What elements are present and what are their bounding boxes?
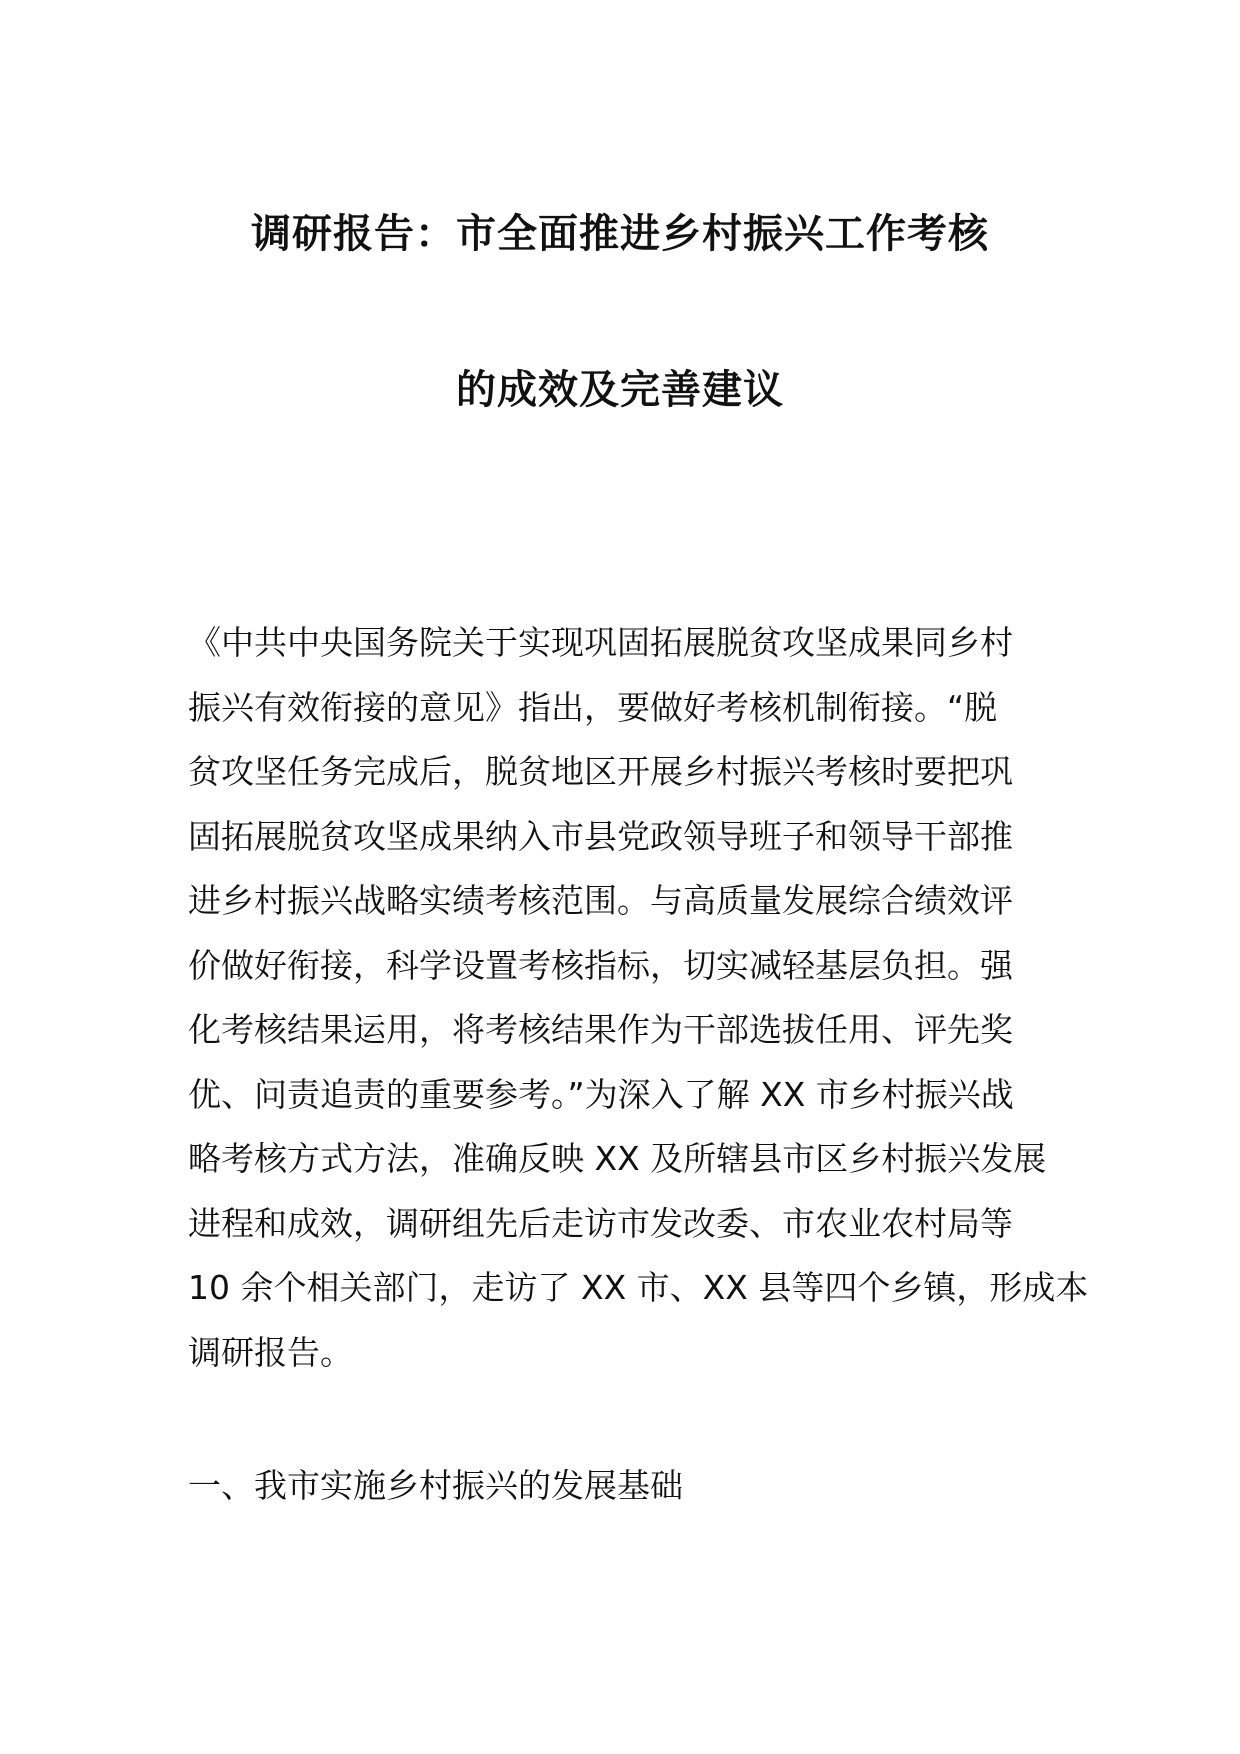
intro-line: 《中共中央国务院关于实现巩固拓展脱贫攻坚成果同乡村 — [188, 623, 1013, 662]
intro-line: 固拓展脱贫攻坚成果纳入市县党政领导班子和领导干部推 — [188, 816, 1013, 856]
intro-line: 价做好衔接，科学设置考核指标，切实减轻基层负担。强 — [188, 945, 1013, 985]
document-title-line-1: 调研报告：市全面推进乡村振兴工作考核 — [251, 211, 989, 257]
intro-line: 略考核方式方法，准确反映 XX 及所辖县市区乡村振兴发展 — [188, 1139, 1047, 1178]
intro-line: 优、问责追责的重要参考。”为深入了解 XX 市乡村振兴战 — [188, 1074, 1014, 1114]
intro-line: 调研报告。 — [188, 1332, 353, 1372]
intro-line: 10 余个相关部门，走访了 XX 市、XX 县等四个乡镇，形成本 — [188, 1268, 1089, 1307]
section-heading: 一、我市实施乡村振兴的发展基础 — [188, 1466, 683, 1505]
intro-line: 振兴有效衔接的意见》指出，要做好考核机制衔接。“脱 — [188, 687, 998, 727]
intro-line: 化考核结果运用，将考核结果作为干部选拔任用、评先奖 — [188, 1010, 1013, 1049]
intro-line: 进乡村振兴战略实绩考核范围。与高质量发展综合绩效评 — [188, 881, 1013, 920]
intro-paragraph — [188, 611, 1089, 1385]
intro-line: 贫攻坚任务完成后，脱贫地区开展乡村振兴考核时要把巩 — [188, 752, 1013, 791]
intro-line: 进程和成效，调研组先后走访市发改委、市农业农村局等 — [188, 1203, 1013, 1243]
document-title-line-2: 的成效及完善建议 — [456, 367, 784, 413]
